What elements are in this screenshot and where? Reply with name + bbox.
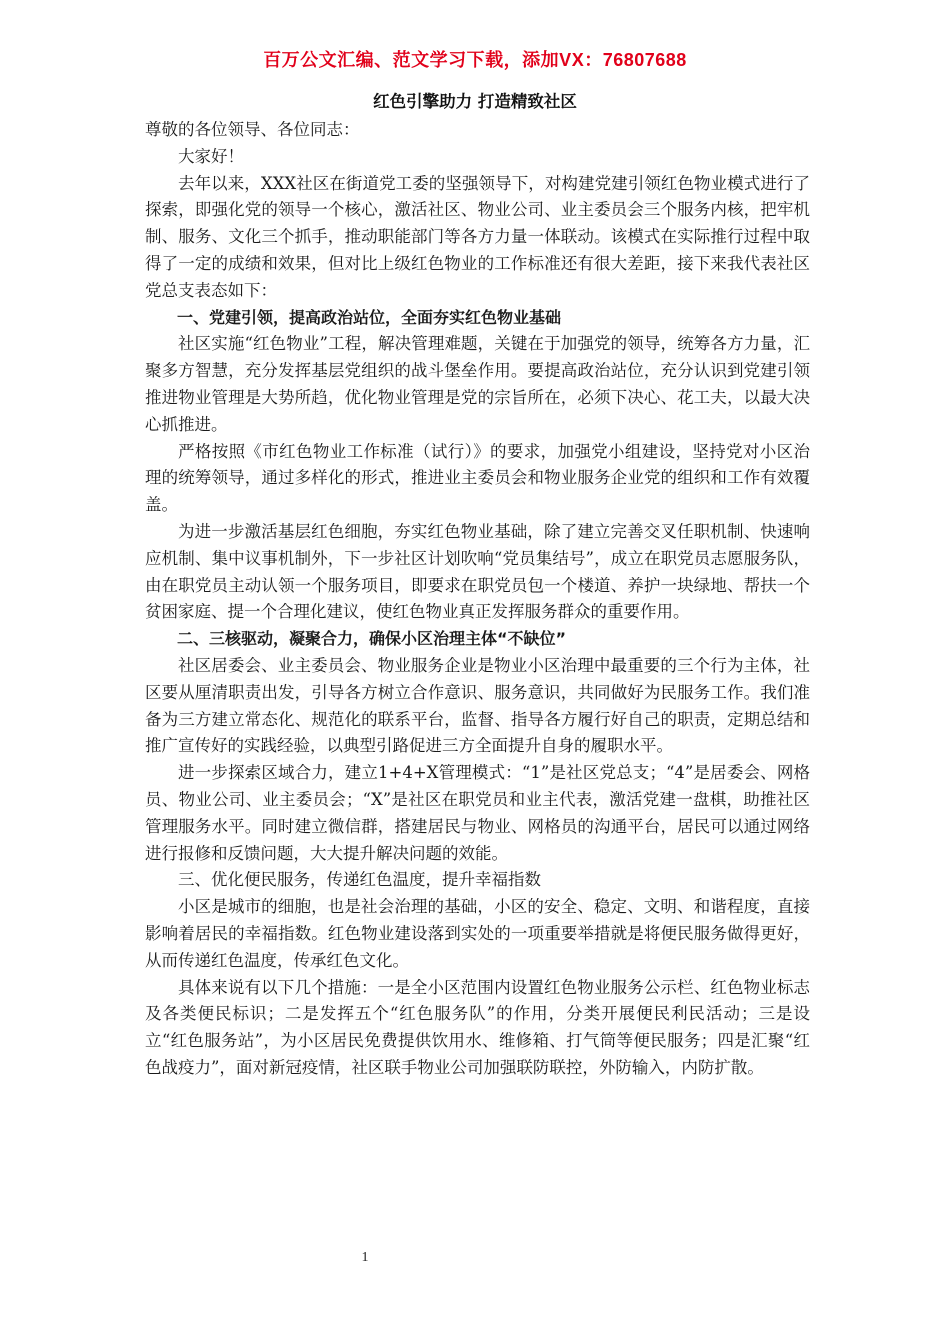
header-banner: 百万公文汇编、范文学习下载，添加VX：76807688 bbox=[263, 50, 687, 70]
paragraph: 严格按照《市红色物业工作标准（试行）》的要求，加强党小组建设，坚持党对小区治理的统筹领导，通过多样化的形式，推进业主委员会和物业服务企业党的组织和工作有效覆盖。 bbox=[145, 441, 810, 515]
paragraph: 小区是城市的细胞，也是社会治理的基础，小区的安全、稳定、文明、和谐程度，直接影响着居民的幸福指数。红色物业建设落到实处的一项重要举措就是将便民服务做得更好，从而传递红色温度，传承红色文化。 bbox=[145, 897, 810, 970]
paragraph: 具体来说有以下几个措施：一是全小区范围内设置红色物业服务公示栏、红色物业标志及各类便民标识；二是发挥五个“红色服务队”的作用，分类开展便民利民活动；三是设立“红色服务站”，为小区居民免费提供饮用水、维修箱、打气筒等便民服务；四是汇聚“红色战疫力”，面对新冠疫情，社区联手物业公司加强联防联控，外防输入，内防扩散。 bbox=[145, 977, 810, 1077]
paragraph-intro: 去年以来，XXX社区在街道党工委的坚强领导下，对构建党建引领红色物业模式进行了探索，即强化党的领导一个核心，激活社区、物业公司、业主委员会三个服务内核，把牢机制、服务、文化三个抓手，推动职能部门等各方力量一体联动。该模式在实际推行过程中取得了一定的成绩和效果，但对比上级红色物业的工作标准还有很大差距，接下来我代表社区党总支表态如下： bbox=[145, 173, 810, 300]
greeting: 大家好！ bbox=[178, 146, 244, 166]
section-heading-1: 一、党建引领，提高政治站位，全面夯实红色物业基础 bbox=[177, 307, 562, 327]
salutation: 尊敬的各位领导、各位同志： bbox=[145, 120, 360, 139]
document-title: 红色引擎助力 打造精致社区 bbox=[373, 92, 577, 111]
document-body bbox=[145, 117, 810, 1082]
paragraph: 进一步探索区域合力，建立1+4+X管理模式：“1”是社区党总支；“4”是居委会、网格员、物业公司、业主委员会；“X”是社区在职党员和业主代表，激活党建一盘棋，助推社区管理服务水平。同时建立微信群，搭建居民与物业、网格员的沟通平台，居民可以通过网络进行报修和反馈问题，大大提升解决问题的效能。 bbox=[145, 763, 810, 863]
section-heading-2: 二、三核驱动，凝聚合力，确保小区治理主体“不缺位” bbox=[177, 629, 567, 649]
paragraph: 为进一步激活基层红色细胞，夯实红色物业基础，除了建立完善交叉任职机制、快速响应机制、集中议事机制外，下一步社区计划吹响“党员集结号”，成立在职党员志愿服务队，由在职党员主动认领一个服务项目，即要求在职党员包一个楼道、养护一块绿地、帮扶一个贫困家庭、提一个合理化建议，使红色物业真正发挥服务群众的重要作用。 bbox=[145, 521, 810, 622]
page-number: 1 bbox=[361, 1250, 369, 1265]
paragraph: 社区居委会、业主委员会、物业服务企业是物业小区治理中最重要的三个行为主体，社区要从厘清职责出发，引导各方树立合作意识、服务意识，共同做好为民服务工作。我们准备为三方建立常态化、规范化的联系平台，监督、指导各方履行好自己的职责，定期总结和推广宣传好的实践经验，以典型引路促进三方全面提升自身的履职水平。 bbox=[145, 655, 810, 756]
paragraph: 社区实施“红色物业”工程，解决管理难题，关键在于加强党的领导，统筹各方力量，汇聚多方智慧，充分发挥基层党组织的战斗堡垒作用。要提高政治站位，充分认识到党建引领推进物业管理是大势所趋，优化物业管理是党的宗旨所在，必须下决心、花工夫，以最大决心抓推进。 bbox=[145, 334, 810, 434]
section-heading-3: 三、优化便民服务，传递红色温度，提升幸福指数 bbox=[178, 870, 541, 890]
